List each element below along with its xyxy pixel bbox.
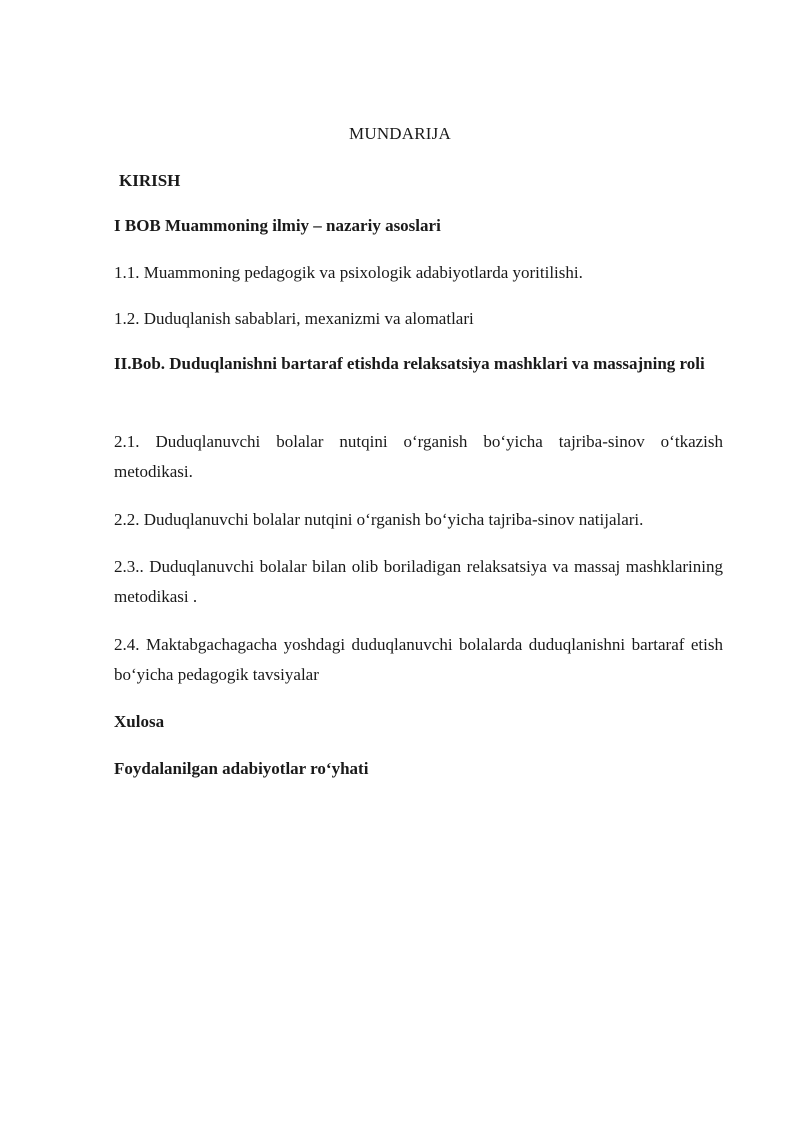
toc-entry-references: Foydalanilgan adabiyotlar ro‘yhati: [114, 759, 369, 778]
toc-entry-2-1: 2.1. Duduqlanuvchi bolalar nutqini o‘rganish bo‘yicha tajriba-sinov o‘tkazish metodikasi.: [114, 432, 723, 481]
toc-entry-chapter-1: I BOB Muammoning ilmiy – nazariy asoslari: [114, 216, 441, 235]
page-title: MUNDARIJA: [349, 124, 451, 143]
toc-entry-2-3: 2.3.. Duduqlanuvchi bolalar bilan olib boriladigan relaksatsiya va massaj mashklarining metodikasi .: [114, 557, 723, 606]
toc-entry-chapter-2: II.Bob. Duduqlanishni bartaraf etishda relaksatsiya mashklari va massajning roli: [114, 354, 705, 373]
toc-entry-kirish: KIRISH: [119, 171, 181, 190]
toc-entry-1-2: 1.2. Duduqlanish sabablari, mexanizmi va alomatlari: [114, 309, 474, 328]
toc-entry-conclusion: Xulosa: [114, 712, 165, 731]
toc-entry-2-2: 2.2. Duduqlanuvchi bolalar nutqini o‘rganish bo‘yicha tajriba-sinov natijalari.: [114, 510, 644, 529]
toc-entry-2-4: 2.4. Maktabgachagacha yoshdagi duduqlanuvchi bolalarda duduqlanishni bartaraf etish bo‘yicha pedagogik tavsiyalar: [114, 635, 723, 684]
toc-entry-1-1: 1.1. Muammoning pedagogik va psixologik adabiyotlarda yoritilishi.: [114, 263, 583, 282]
